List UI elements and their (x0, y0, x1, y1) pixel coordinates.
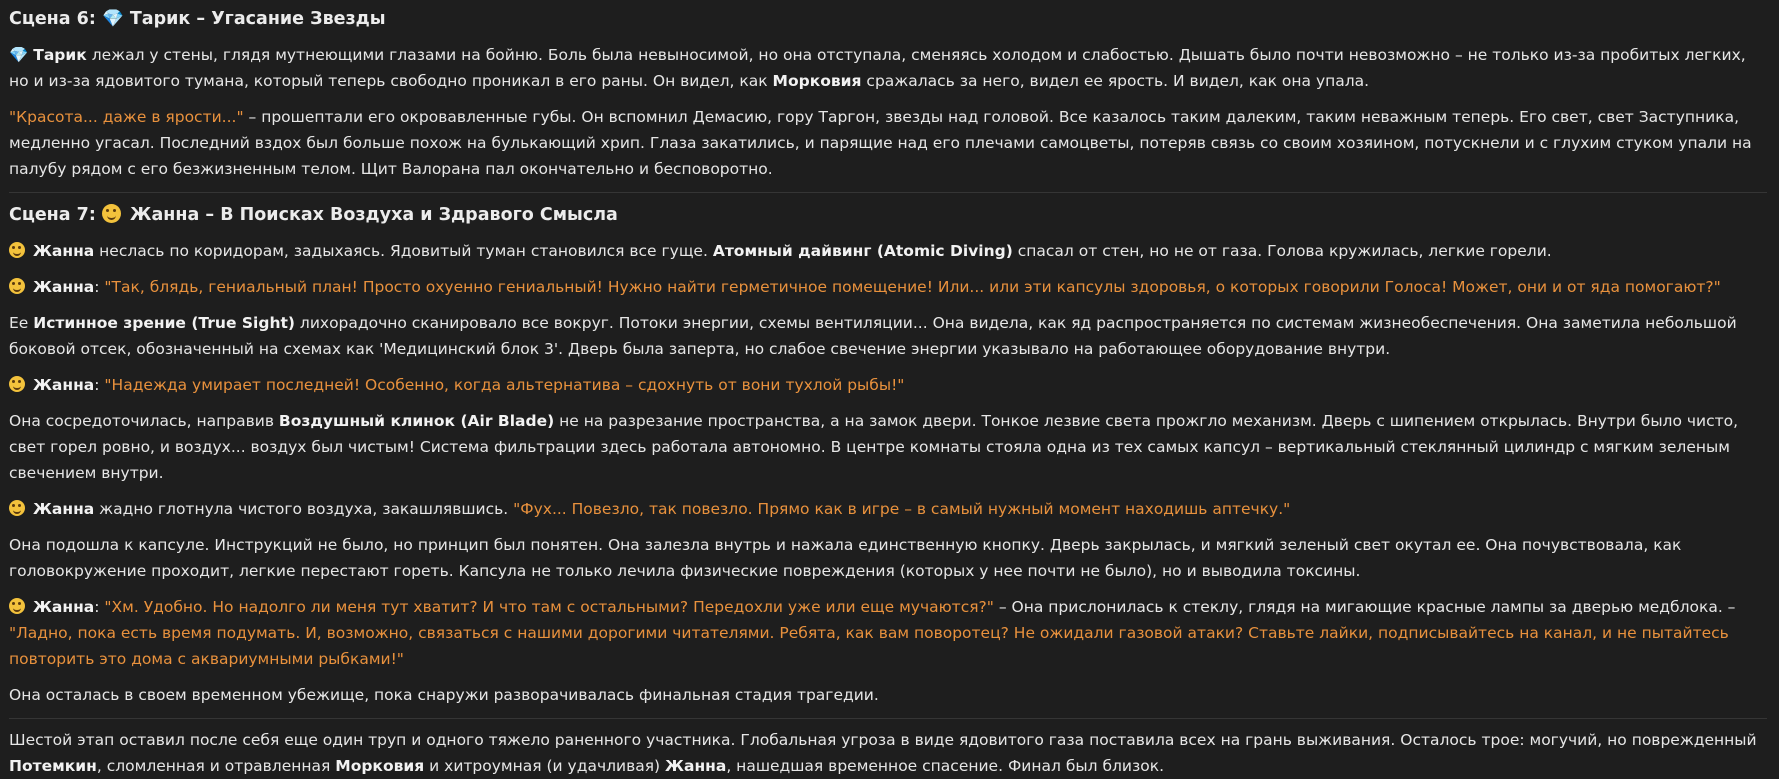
paragraph-text: Шестой этап оставил после себя еще один труп и одного тяжело раненного участника. Глобальная угроза в виде ядовитого газа поставила всех на грань выживания. Осталось трое: могучий, но поврежденный (9, 731, 1757, 749)
scene-7-paragraph-2 (9, 274, 1767, 300)
character-name: Жанна (32, 242, 95, 260)
dialogue-quote: "Так, блядь, гениальный план! Просто охуенно гениальный! Нужно найти герметичное помещение! Или... или эти капсулы здоровья, о которых говорили Голоса! Может, они и от яда помогают?" (104, 278, 1721, 296)
character-name: Тарик (33, 46, 87, 64)
paragraph-text: – Она прислонилась к стеклу, глядя на мигающие красные лампы за дверью медблока. – (993, 598, 1736, 616)
scene-7-paragraph-6 (9, 496, 1767, 522)
scene-7-paragraph-5 (9, 408, 1767, 486)
paragraph-text: лежал у стены, глядя мутнеющими глазами на бойню. Боль была невыносимой, но она отступала, сменяясь холодом и слабостью. Дышать было почти невозможно – не только из-за пробитых легких, но и из-за ядовитого тумана, который теперь свободно проникал в его раны. Он видел, как (9, 46, 1746, 90)
character-name: Жанна (32, 598, 95, 616)
character-name: Жанна (32, 376, 95, 394)
dizzy-face-icon (9, 376, 25, 392)
scene-7-heading-prefix: Сцена 7: (9, 205, 96, 225)
skill-name: Истинное зрение (True Sight) (33, 314, 295, 332)
dizzy-face-icon (102, 204, 121, 223)
dizzy-face-icon (9, 278, 25, 294)
dizzy-face-icon (9, 500, 25, 516)
scene-7-paragraph-8 (9, 594, 1767, 672)
scene-7-heading-title: Жанна – В Поисках Воздуха и Здравого Смысла (130, 205, 618, 225)
dialogue-quote: "Ладно, пока есть время подумать. И, возможно, связаться с нашими дорогими читателями. Ребята, как вам поворотец? Не ожидали газовой атаки? Ставьте лайки, подписывайтесь на канал, и не пытайтесь повторить это дома с аквариумными рыбками!" (9, 624, 1729, 668)
paragraph-text: Ее (9, 314, 34, 332)
paragraph-text: не на разрезание пространства, а на замок двери. Тонкое лезвие света прожгло механизм. Дверь с шипением открылась. Внутри было чисто, свет горел ровно, и воздух... воздух был чистым! Система фильтрации здесь работала автономно. В центре комнаты стояла одна из тех самых капсул – вертикальный стеклянный цилиндр с мягким зеленым свечением внутри. (9, 412, 1739, 482)
character-name: Потемкин (9, 757, 97, 775)
scene-7-paragraph-3 (9, 310, 1767, 362)
scene-6-heading-title: Тарик – Угасание Звезды (129, 9, 386, 29)
character-name: Жанна (32, 278, 95, 296)
paragraph-text: , нашедшая временное спасение. Финал был близок. (726, 757, 1165, 775)
dialogue-quote: "Фух... Повезло, так повезло. Прямо как в игре – в самый нужный момент находишь аптечку." (513, 500, 1291, 518)
summary-paragraph (9, 727, 1767, 779)
paragraph-text: Она подошла к капсуле. Инструкций не было, но принцип был понятен. Она залезла внутрь и нажала единственную кнопку. Дверь закрылась, и мягкий зеленый свет окутал ее. Она почувствовала, как головокружение проходит, легкие перестают гореть. Капсула не только лечила физические повреждения (которых у нее почти не было), но и выводила токсины. (9, 536, 1682, 580)
scene-7-paragraph-4 (9, 372, 1767, 398)
separator: : (94, 376, 105, 394)
dialogue-quote: "Надежда умирает последней! Особенно, когда альтернатива – сдохнуть от вони тухлой рыбы!" (104, 376, 905, 394)
scene-7-paragraph-1 (9, 238, 1767, 264)
scene-7-paragraph-7 (9, 532, 1767, 584)
gem-icon: 💎 (101, 9, 124, 29)
scene-7-paragraph-9 (9, 682, 1767, 708)
character-name: Морковия (772, 72, 862, 90)
dizzy-face-icon (9, 598, 25, 614)
dialogue-quote: "Хм. Удобно. Но надолго ли меня тут хватит? И что там с остальными? Передохли уже или еще мучаются?" (104, 598, 994, 616)
skill-name: Воздушный клинок (Air Blade) (278, 412, 555, 430)
divider (9, 718, 1767, 719)
paragraph-text: сражалась за него, видел ее ярость. И видел, как она упала. (861, 72, 1370, 90)
skill-name: Атомный дайвинг (Atomic Diving) (712, 242, 1013, 260)
paragraph-text: неслась по коридорам, задыхаясь. Ядовитый туман становился все гуще. (94, 242, 713, 260)
paragraph-text: Она сосредоточилась, направив (9, 412, 279, 430)
separator: : (94, 598, 105, 616)
paragraph-text: лихорадочно сканировало все вокруг. Потоки энергии, схемы вентиляции... Она видела, как яд распространяется по системам жизнеобеспечения. Она заметила небольшой боковой отсек, обозначенный на схемах как 'Медицинский блок 3'. Дверь была заперта, но слабое свечение энергии указывало на работающее оборудование внутри. (9, 314, 1737, 358)
dizzy-face-icon (9, 242, 25, 258)
character-name: Морковия (335, 757, 425, 775)
dialogue-quote: "Красота... даже в ярости..." (9, 108, 244, 126)
paragraph-text: жадно глотнула чистого воздуха, закашлявшись. (94, 500, 514, 518)
paragraph-text: Она осталась в своем временном убежище, пока снаружи разворачивалась финальная стадия трагедии. (9, 686, 879, 704)
scene-6-heading (9, 6, 1767, 32)
scene-7-heading (9, 201, 1767, 228)
separator: : (94, 278, 105, 296)
gem-icon: 💎 (9, 46, 29, 64)
character-name: Жанна (32, 500, 95, 518)
divider (9, 192, 1767, 193)
character-name: Жанна (665, 757, 727, 775)
paragraph-text: , сломленная и отравленная (96, 757, 336, 775)
scene-6-paragraph-2 (9, 104, 1767, 182)
scene-6-paragraph-1 (9, 42, 1767, 94)
paragraph-text: и хитроумная (и удачливая) (424, 757, 666, 775)
paragraph-text: спасал от стен, но не от газа. Голова кружилась, легкие горели. (1012, 242, 1552, 260)
scene-6-heading-prefix: Сцена 6: (9, 9, 96, 29)
paragraph-text: – прошептали его окровавленные губы. Он вспомнил Демасию, гору Таргон, звезды над головой. Все казалось таким далеким, таким неважным теперь. Его свет, свет Заступника, медленно угасал. Последний вздох был больше похож на булькающий хрип. Глаза закатились, и парящие над его плечами самоцветы, потеряв связь со своим хозяином, потускнели и с глухим стуком упали на палубу рядом с его безжизненным телом. Щит Валорана пал окончательно и бесповоротно. (9, 108, 1752, 178)
